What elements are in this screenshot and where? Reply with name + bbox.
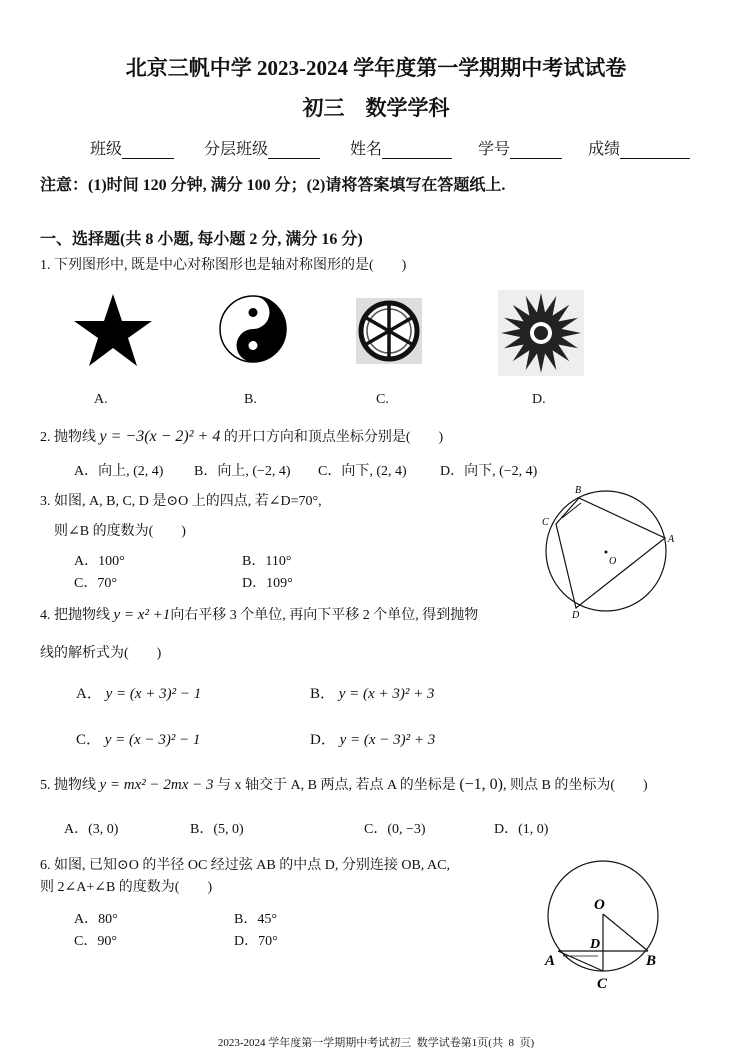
q5-suffix: , 则点 B 的坐标为( ) bbox=[503, 778, 648, 793]
q2-stem-prefix: 2. 抛物线 bbox=[40, 430, 100, 445]
q5-option-c: C．(0, −3) bbox=[364, 822, 426, 837]
q5-formula: y = mx² − 2mx − 3 bbox=[99, 777, 214, 793]
q4-option-c-letter: C． bbox=[76, 732, 102, 748]
q3-circle-figure bbox=[536, 480, 686, 622]
class-blank bbox=[122, 142, 174, 159]
notice: 注意：(1)时间 120 分钟, 满分 100 分；(2)请将答案填写在答题纸上. bbox=[40, 177, 506, 194]
q3-option-a: A．100° bbox=[74, 554, 125, 569]
q5-option-d: D．(1, 0) bbox=[494, 822, 549, 837]
exam-subtitle: 初三 数学学科 bbox=[302, 96, 450, 120]
q4-option-c-formula: y = (x − 3)² − 1 bbox=[104, 732, 201, 748]
q3-line2: 则∠B 的度数为( ) bbox=[54, 524, 186, 539]
wheel-figure bbox=[356, 298, 422, 364]
yin-yang-icon bbox=[220, 296, 286, 362]
q4-option-d-formula: y = (x − 3)² + 3 bbox=[339, 732, 436, 748]
q2-option-d: D．向下, (−2, 4) bbox=[440, 464, 538, 479]
q3-label-c: C bbox=[542, 517, 549, 528]
q4-line1 bbox=[40, 604, 478, 624]
q6-circle-figure bbox=[538, 852, 672, 994]
q5-prefix: 5. 抛物线 bbox=[40, 778, 100, 793]
q4-option-a bbox=[76, 682, 201, 703]
q6-label-c: C bbox=[597, 976, 608, 992]
q1-stem: 1. 下列图形中, 既是中心对称图形也是轴对称图形的是( ) bbox=[40, 258, 407, 273]
q6-label-a: A bbox=[545, 953, 556, 969]
q3-option-d: D．109° bbox=[242, 576, 293, 591]
q3-line1: 3. 如图, A, B, C, D 是⊙O 上的四点, 若∠D=70°, bbox=[40, 494, 322, 509]
q6-segment-ac bbox=[558, 951, 603, 971]
name-blank bbox=[382, 142, 452, 159]
q2-stem bbox=[40, 426, 443, 446]
name-label: 姓名 bbox=[350, 141, 383, 158]
student-id-label: 学号 bbox=[478, 141, 511, 158]
section-heading: 一、选择题(共 8 小题, 每小题 2 分, 满分 16 分) bbox=[40, 231, 363, 248]
sun-icon bbox=[501, 293, 581, 373]
q5-point: (−1, 0) bbox=[459, 776, 503, 793]
yin-yang-figure bbox=[218, 294, 288, 364]
star-icon bbox=[74, 294, 152, 366]
student-id-field bbox=[478, 136, 562, 159]
q6-option-b: B．45° bbox=[234, 912, 277, 927]
score-label: 成绩 bbox=[588, 141, 621, 158]
q6-option-a: A．80° bbox=[74, 912, 118, 927]
q6-option-d: D．70° bbox=[234, 934, 278, 949]
wheel-icon bbox=[361, 303, 417, 359]
q6-label-o: O bbox=[594, 897, 605, 913]
q4-option-b-formula: y = (x + 3)² + 3 bbox=[338, 686, 435, 702]
sun-figure bbox=[498, 290, 584, 376]
q4-option-d bbox=[310, 728, 435, 749]
q3-option-b: B．110° bbox=[242, 554, 292, 569]
q3-center-dot bbox=[605, 551, 608, 554]
q3-label-o: O bbox=[609, 556, 617, 567]
q5-option-a: A．(3, 0) bbox=[64, 822, 119, 837]
q5-stem bbox=[40, 774, 648, 794]
page-footer: 2023-2024 学年度第一学期期中考试初三 数学试卷第1页(共 8 页) bbox=[217, 1037, 535, 1049]
class-field bbox=[90, 136, 174, 159]
q6-option-c: C．90° bbox=[74, 934, 117, 949]
q1-option-d: D. bbox=[532, 392, 546, 407]
q2-stem-suffix: 的开口方向和顶点坐标分别是( ) bbox=[220, 430, 444, 445]
q4-line2: 线的解析式为( ) bbox=[40, 646, 162, 661]
q3-label-b: B bbox=[575, 485, 582, 496]
q5-option-b: B．(5, 0) bbox=[190, 822, 244, 837]
class-label: 班级 bbox=[90, 141, 123, 158]
q1-option-b: B. bbox=[244, 392, 257, 407]
q4-suffix: 向右平移 3 个单位, 再向下平移 2 个单位, 得到抛物 bbox=[170, 608, 479, 623]
q6-label-d: D bbox=[590, 937, 601, 952]
q5-mid: 与 x 轴交于 A, B 两点, 若点 A 的坐标是 bbox=[213, 778, 460, 793]
q4-option-b bbox=[310, 682, 434, 703]
tier-class-blank bbox=[268, 142, 320, 159]
student-id-blank bbox=[510, 142, 562, 159]
q3-label-a: A bbox=[668, 534, 675, 545]
q4-option-a-letter: A． bbox=[76, 686, 102, 702]
q3-option-c: C．70° bbox=[74, 576, 117, 591]
q6-label-b: B bbox=[646, 953, 657, 969]
q3-label-d: D bbox=[572, 610, 580, 621]
tier-class-field bbox=[204, 136, 320, 159]
q4-option-d-letter: D． bbox=[310, 732, 336, 748]
q6-segment-ob bbox=[603, 914, 648, 951]
q4-formula: y = x² +1 bbox=[113, 607, 171, 623]
student-info-row bbox=[90, 136, 690, 159]
q4-option-a-formula: y = (x + 3)² − 1 bbox=[105, 686, 202, 702]
score-blank bbox=[620, 142, 690, 159]
q4-option-c bbox=[76, 728, 200, 749]
q3-quadrilateral bbox=[556, 498, 665, 608]
q2-option-c: C．向下, (2, 4) bbox=[318, 464, 407, 479]
exam-title: 北京三帆中学 2023-2024 学年度第一学期期中考试试卷 bbox=[125, 56, 627, 80]
q4-option-b-letter: B． bbox=[310, 686, 336, 702]
q2-formula: y = −3(x − 2)² + 4 bbox=[99, 428, 221, 445]
star-figure bbox=[72, 292, 162, 368]
q6-line2: 则 2∠A+∠B 的度数为( ) bbox=[40, 880, 213, 895]
name-field bbox=[350, 136, 452, 159]
q6-line1: 6. 如图, 已知⊙O 的半径 OC 经过弦 AB 的中点 D, 分别连接 OB, AC, bbox=[40, 858, 450, 873]
q2-option-a: A．向上, (2, 4) bbox=[74, 464, 164, 479]
q1-option-a: A. bbox=[94, 392, 108, 407]
q4-prefix: 4. 把抛物线 bbox=[40, 608, 114, 623]
q1-option-c: C. bbox=[376, 392, 389, 407]
q2-option-b: B．向上, (−2, 4) bbox=[194, 464, 291, 479]
score-field bbox=[588, 136, 690, 159]
tier-class-label: 分层班级 bbox=[204, 141, 269, 158]
